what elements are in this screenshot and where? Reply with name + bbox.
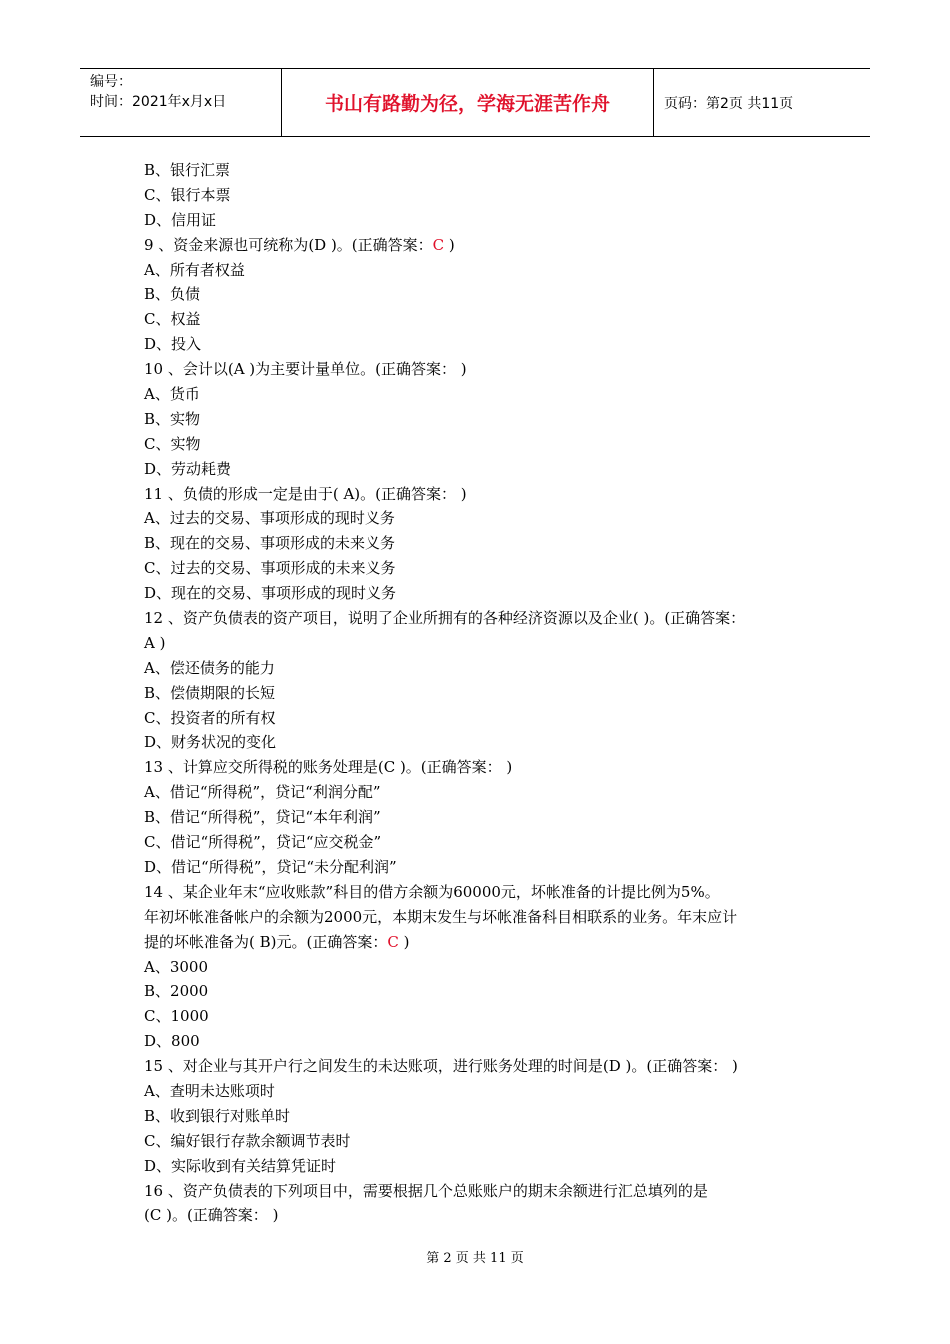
text-line — [144, 556, 810, 581]
page-header — [80, 68, 870, 137]
line-text: A、借记“所得税”，贷记“利润分配” — [144, 783, 381, 802]
line-text: A、3000 — [144, 957, 209, 976]
text-line — [144, 979, 810, 1004]
line-text: C、实物 — [144, 434, 201, 453]
line-text: 14 、某企业年末“应收账款”科目的借方余额为60000元，坏帐准备的计提比例为5%。 — [144, 882, 720, 901]
number-label: 编号： — [90, 74, 132, 90]
text-line — [144, 158, 810, 183]
text-line — [144, 830, 810, 855]
text-line — [144, 1054, 810, 1079]
line-text: D、劳动耗费 — [144, 459, 232, 478]
line-text: D、现在的交易、事项形成的现时义务 — [144, 584, 397, 603]
text-line — [144, 755, 810, 780]
line-text: D、800 — [144, 1032, 200, 1051]
line-text: (C )。(正确答案： ) — [144, 1206, 279, 1225]
header-meta — [80, 69, 282, 136]
line-tail: ) — [444, 235, 455, 254]
text-line — [144, 730, 810, 755]
text-line — [144, 307, 810, 332]
line-text: D、借记“所得税”，贷记“未分配利润” — [144, 857, 397, 876]
text-line — [144, 955, 810, 980]
line-text: 提的坏帐准备为( B)元。(正确答案： — [144, 932, 388, 951]
line-text: 9 、资金来源也可统称为(D )。(正确答案： — [144, 235, 433, 254]
line-text: A、查明未达账项时 — [144, 1081, 275, 1100]
line-text: A、偿还债务的能力 — [144, 658, 275, 677]
line-text: D、财务状况的变化 — [144, 733, 277, 752]
text-line — [144, 631, 810, 656]
line-text: C、投资者的所有权 — [144, 708, 276, 727]
line-text: B、偿债期限的长短 — [144, 683, 276, 702]
text-line — [144, 457, 810, 482]
text-line — [144, 282, 810, 307]
text-line — [144, 606, 810, 631]
text-line — [144, 1154, 810, 1179]
text-line — [144, 1129, 810, 1154]
line-text: D、实际收到有关结算凭证时 — [144, 1156, 337, 1175]
time-label: 时间：2021年x月x日 — [90, 94, 227, 110]
text-line — [144, 681, 810, 706]
text-line — [144, 1029, 810, 1054]
line-text: C、编好银行存款余额调节表时 — [144, 1131, 351, 1150]
text-line — [144, 233, 810, 258]
line-text: B、借记“所得税”，贷记“本年利润” — [144, 808, 381, 827]
correct-answer: C — [387, 932, 399, 951]
header-motto: 书山有路勤为径，学海无涯苦作舟 — [282, 69, 654, 136]
text-line — [144, 656, 810, 681]
text-line — [144, 357, 810, 382]
text-line — [144, 1179, 810, 1204]
line-text: D、信用证 — [144, 210, 217, 229]
text-line — [144, 706, 810, 731]
line-text: A、过去的交易、事项形成的现时义务 — [144, 509, 395, 528]
line-text: C、权益 — [144, 310, 201, 329]
text-line — [144, 930, 810, 955]
line-text: A、所有者权益 — [144, 260, 245, 279]
line-text: A、货币 — [144, 385, 200, 404]
line-text: 10 、会计以(A )为主要计量单位。(正确答案： ) — [144, 360, 467, 379]
text-line — [144, 581, 810, 606]
text-line — [144, 208, 810, 233]
line-text: B、收到银行对账单时 — [144, 1106, 291, 1125]
page-footer: 第 2 页 共 11 页 — [426, 1251, 524, 1266]
text-line — [144, 531, 810, 556]
line-text: C、过去的交易、事项形成的未来义务 — [144, 559, 396, 578]
line-text: D、投入 — [144, 335, 202, 354]
text-line — [144, 332, 810, 357]
text-line — [144, 1104, 810, 1129]
text-line — [144, 1004, 810, 1029]
line-text: B、银行汇票 — [144, 161, 231, 179]
line-text: 12 、资产负债表的资产项目，说明了企业所拥有的各种经济资源以及企业( )。(正确答案： — [144, 609, 746, 628]
text-line — [144, 880, 810, 905]
line-text: 13 、计算应交所得税的账务处理是(C )。(正确答案： ) — [144, 758, 513, 777]
line-text: 11 、负债的形成一定是由于( A)。(正确答案： ) — [144, 484, 467, 503]
line-tail: ) — [398, 932, 410, 951]
text-line — [144, 183, 810, 208]
text-line — [144, 506, 810, 531]
line-text: B、实物 — [144, 409, 201, 428]
correct-answer: C — [432, 235, 445, 254]
line-text: A ) — [144, 633, 166, 652]
line-text: 16 、资产负债表的下列项目中，需要根据几个总账账户的期末余额进行汇总填列的是 — [144, 1181, 708, 1200]
text-line — [144, 1079, 810, 1104]
text-line — [144, 432, 810, 457]
text-line — [144, 258, 810, 283]
line-text: 15 、对企业与其开户行之间发生的未达账项，进行账务处理的时间是(D )。(正确答案： ) — [144, 1057, 738, 1076]
line-text: 年初坏帐准备帐户的余额为2000元，本期末发生与坏帐准备科目相联系的业务。年末应计 — [144, 907, 738, 926]
line-text: C、银行本票 — [144, 185, 231, 204]
text-line — [144, 1203, 810, 1228]
header-page-info: 页码：第2页 共11页 — [664, 95, 794, 112]
text-line — [144, 780, 810, 805]
line-text: B、负债 — [144, 285, 201, 304]
text-line — [144, 855, 810, 880]
line-text: C、借记“所得税”，贷记“应交税金” — [144, 833, 382, 852]
line-text: C、1000 — [144, 1007, 209, 1026]
line-text: B、2000 — [144, 982, 209, 1001]
text-line — [144, 905, 810, 930]
text-line — [144, 482, 810, 507]
text-line — [144, 382, 810, 407]
text-line — [144, 407, 810, 432]
document-body — [144, 158, 810, 1228]
text-line — [144, 805, 810, 830]
line-text: B、现在的交易、事项形成的未来义务 — [144, 534, 396, 553]
